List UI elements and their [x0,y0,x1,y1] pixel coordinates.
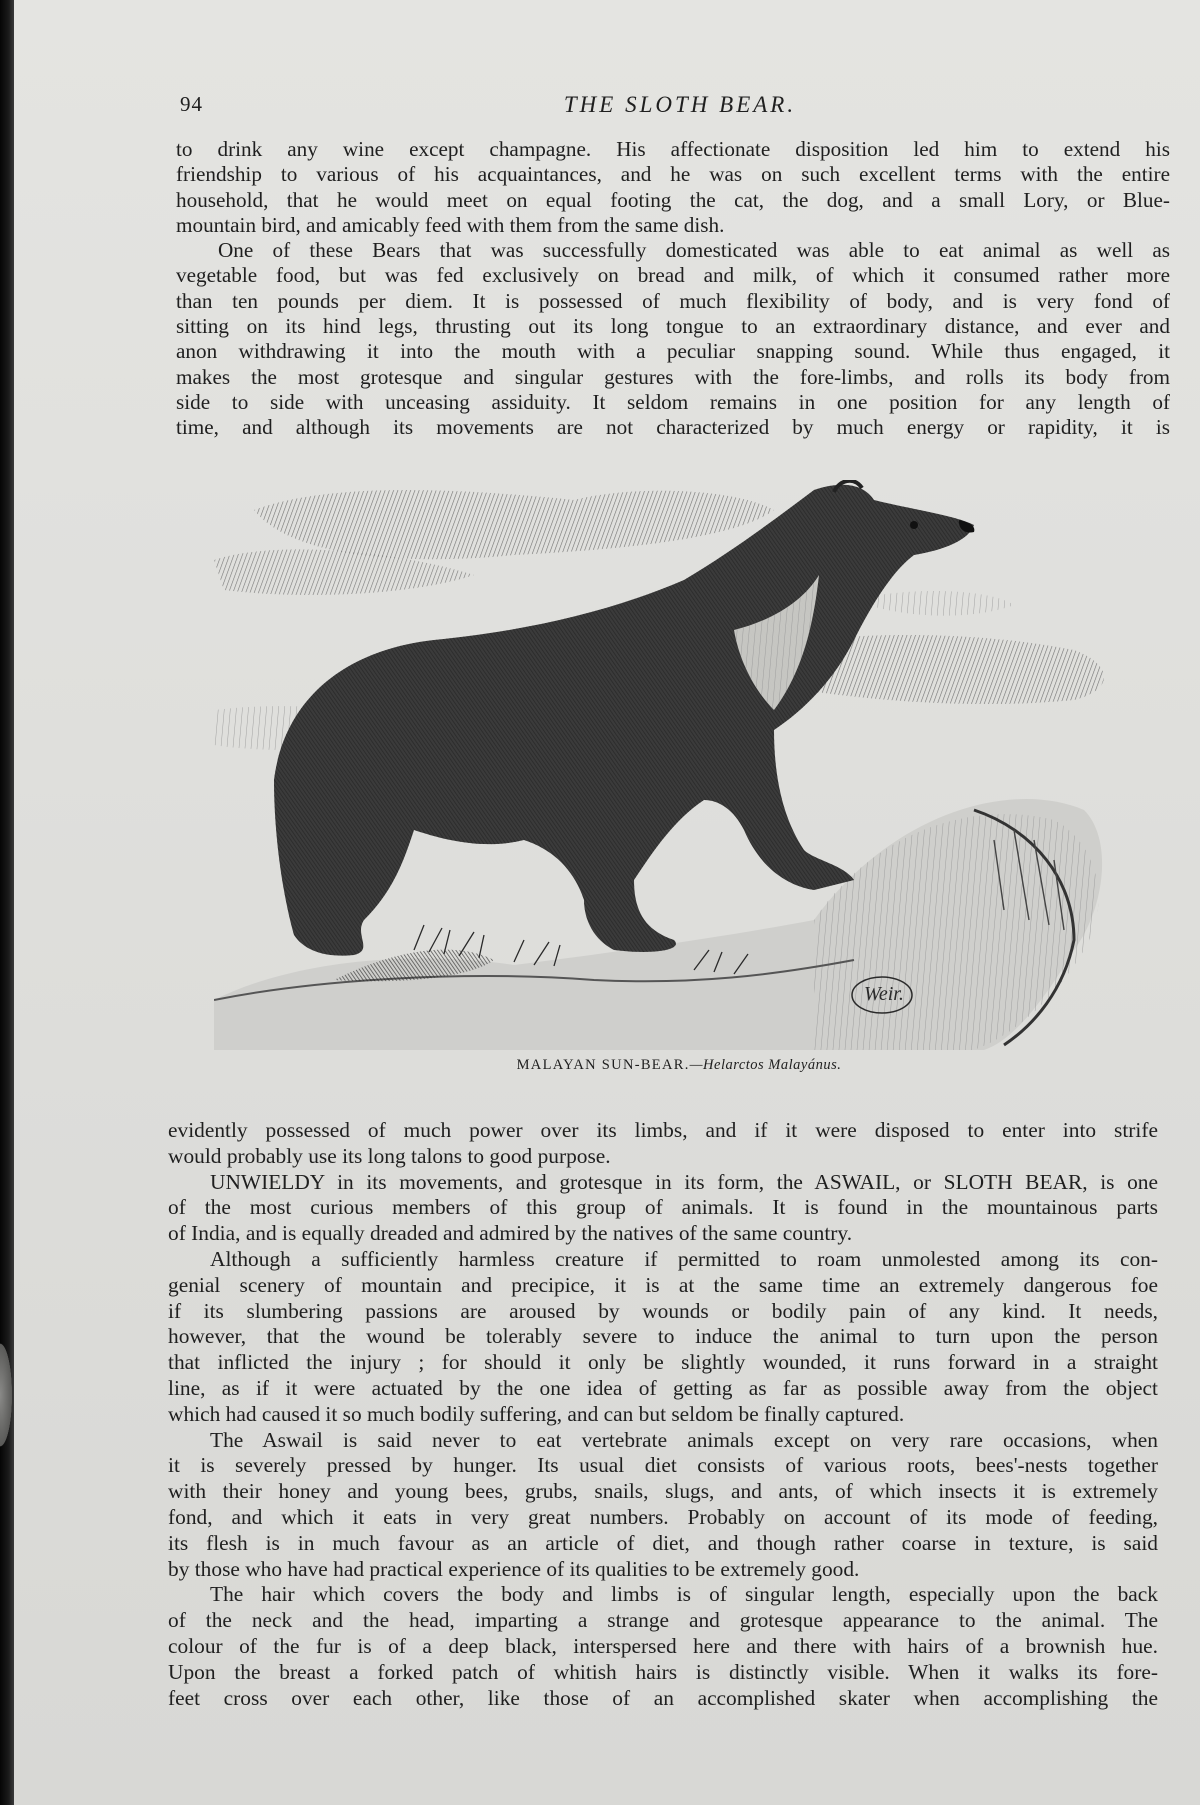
text-line: to drink any wine except champagne. His affectionate disposition led him to extend his [176,137,1170,161]
text-line: its flesh is in much favour as an article of diet, and though rather coarse in texture, is said [168,1530,1158,1555]
text-line: The hair which covers the body and limbs is of singular length, especially upon the back [210,1582,1158,1607]
page-title: THE SLOTH BEAR. [563,92,797,117]
text-line: however, that the wound be tolerably severe to induce the animal to turn upon the person [168,1324,1158,1349]
text-line: sitting on its hind legs, thrusting out its long tongue to an extraordinary distance, and ever and [176,314,1170,339]
text-line: would probably use its long talons to good purpose. [168,1143,611,1168]
text-line: Upon the breast a forked patch of whitish hairs is distinctly visible. When it walks its fore- [168,1659,1158,1684]
engraver-signature: Weir. [864,983,904,1005]
text-line: time, and although its movements are not characterized by much energy or rapidity, it is [176,415,1170,440]
scanner-thumb-shadow [0,1335,14,1455]
page-number: 94 [180,92,203,116]
text-line: if its slumbering passions are aroused by wounds or bodily pain of any kind. It needs, [168,1298,1158,1323]
binding-edge [0,0,14,1805]
body-text-top [176,137,1170,441]
figure-caption [214,1057,1144,1074]
text-line: of the neck and the head, imparting a strange and grotesque appearance to the animal. The [168,1608,1158,1633]
text-line: with their honey and young bees, grubs, snails, slugs, and ants, of which insects it is extremely [168,1479,1158,1504]
caption-latin-name: —Helarctos Malayánus. [689,1057,842,1073]
body-text-bottom [168,1118,1158,1711]
text-line: friendship to various of his acquaintances, and he was on such excellent terms with the entire [176,162,1170,187]
text-line: line, as if it were actuated by the one idea of getting as far as possible away from the object [168,1375,1158,1400]
sun-bear-engraving [214,480,1144,1050]
text-line: Although a sufficiently harmless creature if permitted to roam unmolested among its con- [210,1246,1158,1271]
text-line: feet cross over each other, like those of an accomplished skater when accomplishing the [168,1685,1158,1710]
text-line: of India, and is equally dreaded and admired by the natives of the same country. [168,1221,853,1246]
text-line: makes the most grotesque and singular gestures with the fore-limbs, and rolls its body from [176,364,1170,389]
text-line: evidently possessed of much power over its limbs, and if it were disposed to enter into strife [168,1118,1158,1142]
text-line: it is severely pressed by hunger. Its usual diet consists of various roots, bees'-nests together [168,1453,1158,1478]
text-line: The Aswail is said never to eat vertebrate animals except on very rare occasions, when [210,1427,1158,1452]
text-line: by those who have had practical experience of its qualities to be extremely good. [168,1556,860,1581]
text-line: than ten pounds per diem. It is possessed of much flexibility of body, and is very fond of [176,288,1170,313]
text-line: which had caused it so much bodily suffering, and can but seldom be finally captured. [168,1401,905,1426]
text-line: that inflicted the injury ; for should it only be slightly wounded, it runs forward in a straight [168,1350,1158,1375]
text-line: vegetable food, but was fed exclusively on bread and milk, of which it consumed rather more [176,263,1170,288]
running-head [180,92,1180,122]
caption-title: MALAYAN SUN-BEAR. [516,1057,690,1073]
text-line: household, that he would meet on equal footing the cat, the dog, and a small Lory, or Blue- [176,187,1170,212]
text-line: genial scenery of mountain and precipice, it is at the same time an extremely dangerous foe [168,1272,1158,1297]
text-line: side to side with unceasing assiduity. It seldom remains in one position for any length of [176,389,1170,414]
text-line: fond, and which it eats in very great numbers. Probably on account of its mode of feeding, [168,1504,1158,1529]
text-line: One of these Bears that was successfully domesticated was able to eat animal as well as [218,238,1170,263]
text-line: UNWIELDY in its movements, and grotesque in its form, the ASWAIL, or SLOTH BEAR, is one [210,1169,1158,1194]
text-line: mountain bird, and amicably feed with them from the same dish. [176,212,725,237]
text-line: anon withdrawing it into the mouth with a peculiar snapping sound. While thus engaged, it [176,339,1170,364]
text-line: of the most curious members of this group of animals. It is found in the mountainous parts [168,1195,1158,1220]
text-line: colour of the fur is of a deep black, interspersed here and there with hairs of a brownish hue. [168,1633,1158,1658]
